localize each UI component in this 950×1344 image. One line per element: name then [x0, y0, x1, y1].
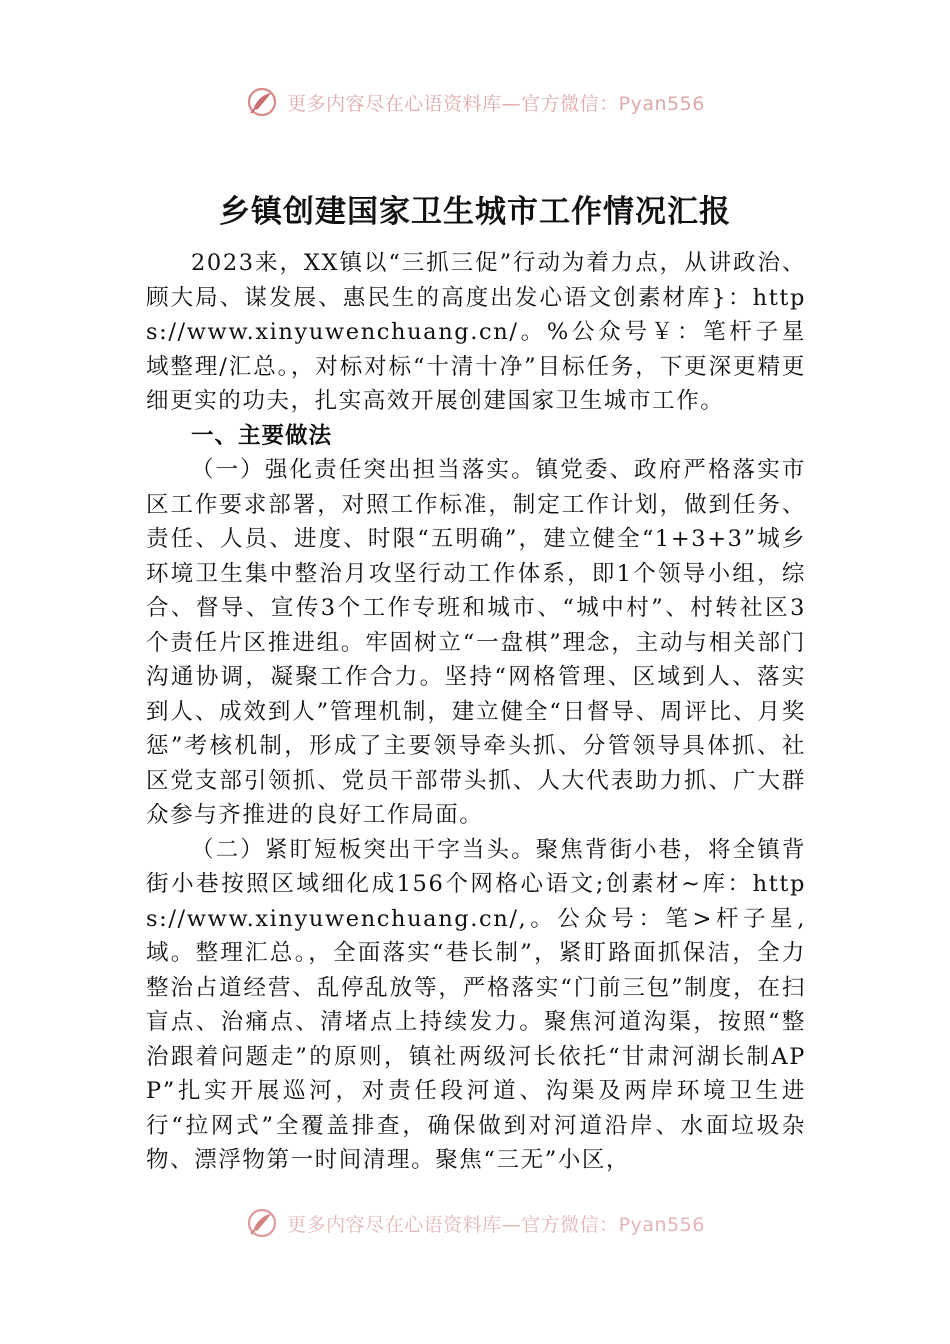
paragraph-shortcomings: （二）紧盯短板突出干字当头。聚焦背街小巷，将全镇背街小巷按照区域细化成156个网格心语文;创素材~库：https://www.xinyuwenchuang.cn/,。公众号：笔>杆子星,域。整理汇总。，全面落实“巷长制”，紧盯路面抓保洁，全力整治占道经营、乱停乱放等，严格落实“门前三包”制度，在扫盲点、治痛点、清堵点上持续发力。聚焦河道沟渠，按照“整治跟着问题走”的原则，镇社两级河长依托“甘肃河湖长制APP”扎实开展巡河，对责任段河道、沟渠及两岸环境卫生进行“拉网式”全覆盖排查，确保做到对河道沿岸、水面垃圾杂物、漂浮物第一时间清理。聚焦“三无”小区， [146, 836, 806, 1173]
watermark-text: 更多内容尽在心语资料库—官方微信：Pyan556 [287, 1213, 705, 1236]
document-body [146, 246, 806, 1178]
document-title: 乡镇创建国家卫生城市工作情况汇报 [219, 194, 731, 230]
paragraph-responsibility: （一）强化责任突出担当落实。镇党委、政府严格落实市区工作要求部署，对照工作标准，制定工作计划，做到任务、责任、人员、进度、时限“五明确”，建立健全“1+3+3”城乡环境卫生集中整治月攻坚行动工作体系，即1个领导小组，综合、督导、宣传3个工作专班和城市、“城中村”、村转社区3个责任片区推进组。牢固树立“一盘棋”理念，主动与相关部门沟通协调，凝聚工作合力。坚持“网格管理、区域到人、落实到人、成效到人”管理机制，建立健全“日督导、周评比、月奖惩”考核机制，形成了主要领导牵头抓、分管领导具体抓、社区党支部引领抓、党员干部带头抓、人大代表助力抓、广大群众参与齐推进的良好工作局面。 [146, 457, 806, 828]
brand-logo-icon [245, 1206, 279, 1240]
watermark-text: 更多内容尽在心语资料库—官方微信：Pyan556 [287, 92, 705, 115]
section-heading-main-practices: 一、主要做法 [191, 422, 333, 449]
brand-logo-icon [245, 85, 279, 119]
watermark-banner-top [0, 82, 950, 122]
watermark-banner-bottom [0, 1203, 950, 1243]
intro-paragraph: 2023来，XX镇以“三抓三促”行动为着力点，从讲政治、顾大局、谋发展、惠民生的高度出发心语文创素材库}：https://www.xinyuwenchuang.cn/。%公众号￥：笔杆子星域整理/汇总。，对标对标“十清十净”目标任务，下更深更精更细更实的功夫，扎实高效开展创建国家卫生城市工作。 [146, 250, 806, 414]
